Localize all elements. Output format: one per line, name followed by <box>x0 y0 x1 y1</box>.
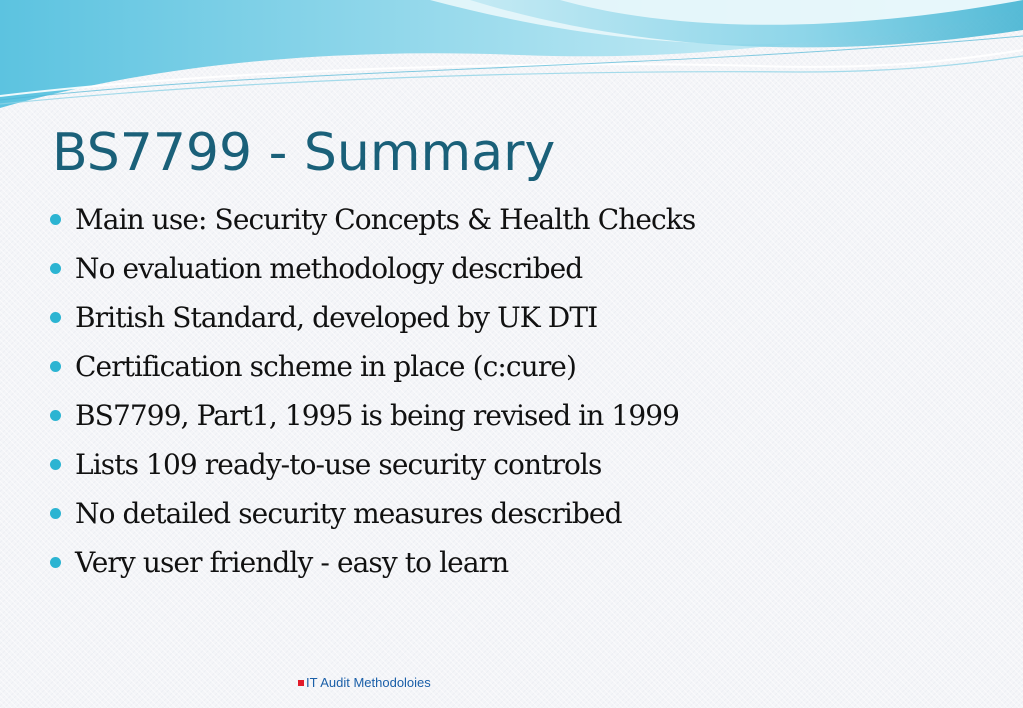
bullet-text: Very user friendly - easy to learn <box>75 546 509 579</box>
bullet-item <box>48 342 695 391</box>
bullet-text: Main use: Security Concepts & Health Checks <box>75 203 696 236</box>
bullet-dot-icon <box>50 214 61 225</box>
bullet-dot-icon <box>50 361 61 372</box>
bullet-list <box>48 195 695 587</box>
bullet-text: Lists 109 ready-to-use security controls <box>75 448 602 481</box>
bullet-dot-icon <box>50 312 61 323</box>
square-marker-icon <box>298 680 304 686</box>
bullet-dot-icon <box>50 459 61 470</box>
bullet-text: Certification scheme in place (c:cure) <box>75 350 576 383</box>
bullet-text: BS7799, Part1, 1995 is being revised in 1999 <box>75 399 680 432</box>
slide-title: BS7799 - Summary <box>52 123 556 183</box>
bullet-item <box>48 244 695 293</box>
bullet-item <box>48 538 695 587</box>
bullet-text: No detailed security measures described <box>75 497 622 530</box>
bullet-dot-icon <box>50 557 61 568</box>
footer-text: IT Audit Methodoloies <box>306 675 431 690</box>
bullet-text: No evaluation methodology described <box>75 252 583 285</box>
bullet-item <box>48 489 695 538</box>
bullet-text: British Standard, developed by UK DTI <box>75 301 598 334</box>
bullet-dot-icon <box>50 410 61 421</box>
bullet-item <box>48 391 695 440</box>
bullet-item <box>48 195 695 244</box>
bullet-item <box>48 440 695 489</box>
bullet-dot-icon <box>50 508 61 519</box>
bullet-item <box>48 293 695 342</box>
slide-footer <box>298 675 431 690</box>
bullet-dot-icon <box>50 263 61 274</box>
header-wave-decoration <box>0 0 1023 120</box>
